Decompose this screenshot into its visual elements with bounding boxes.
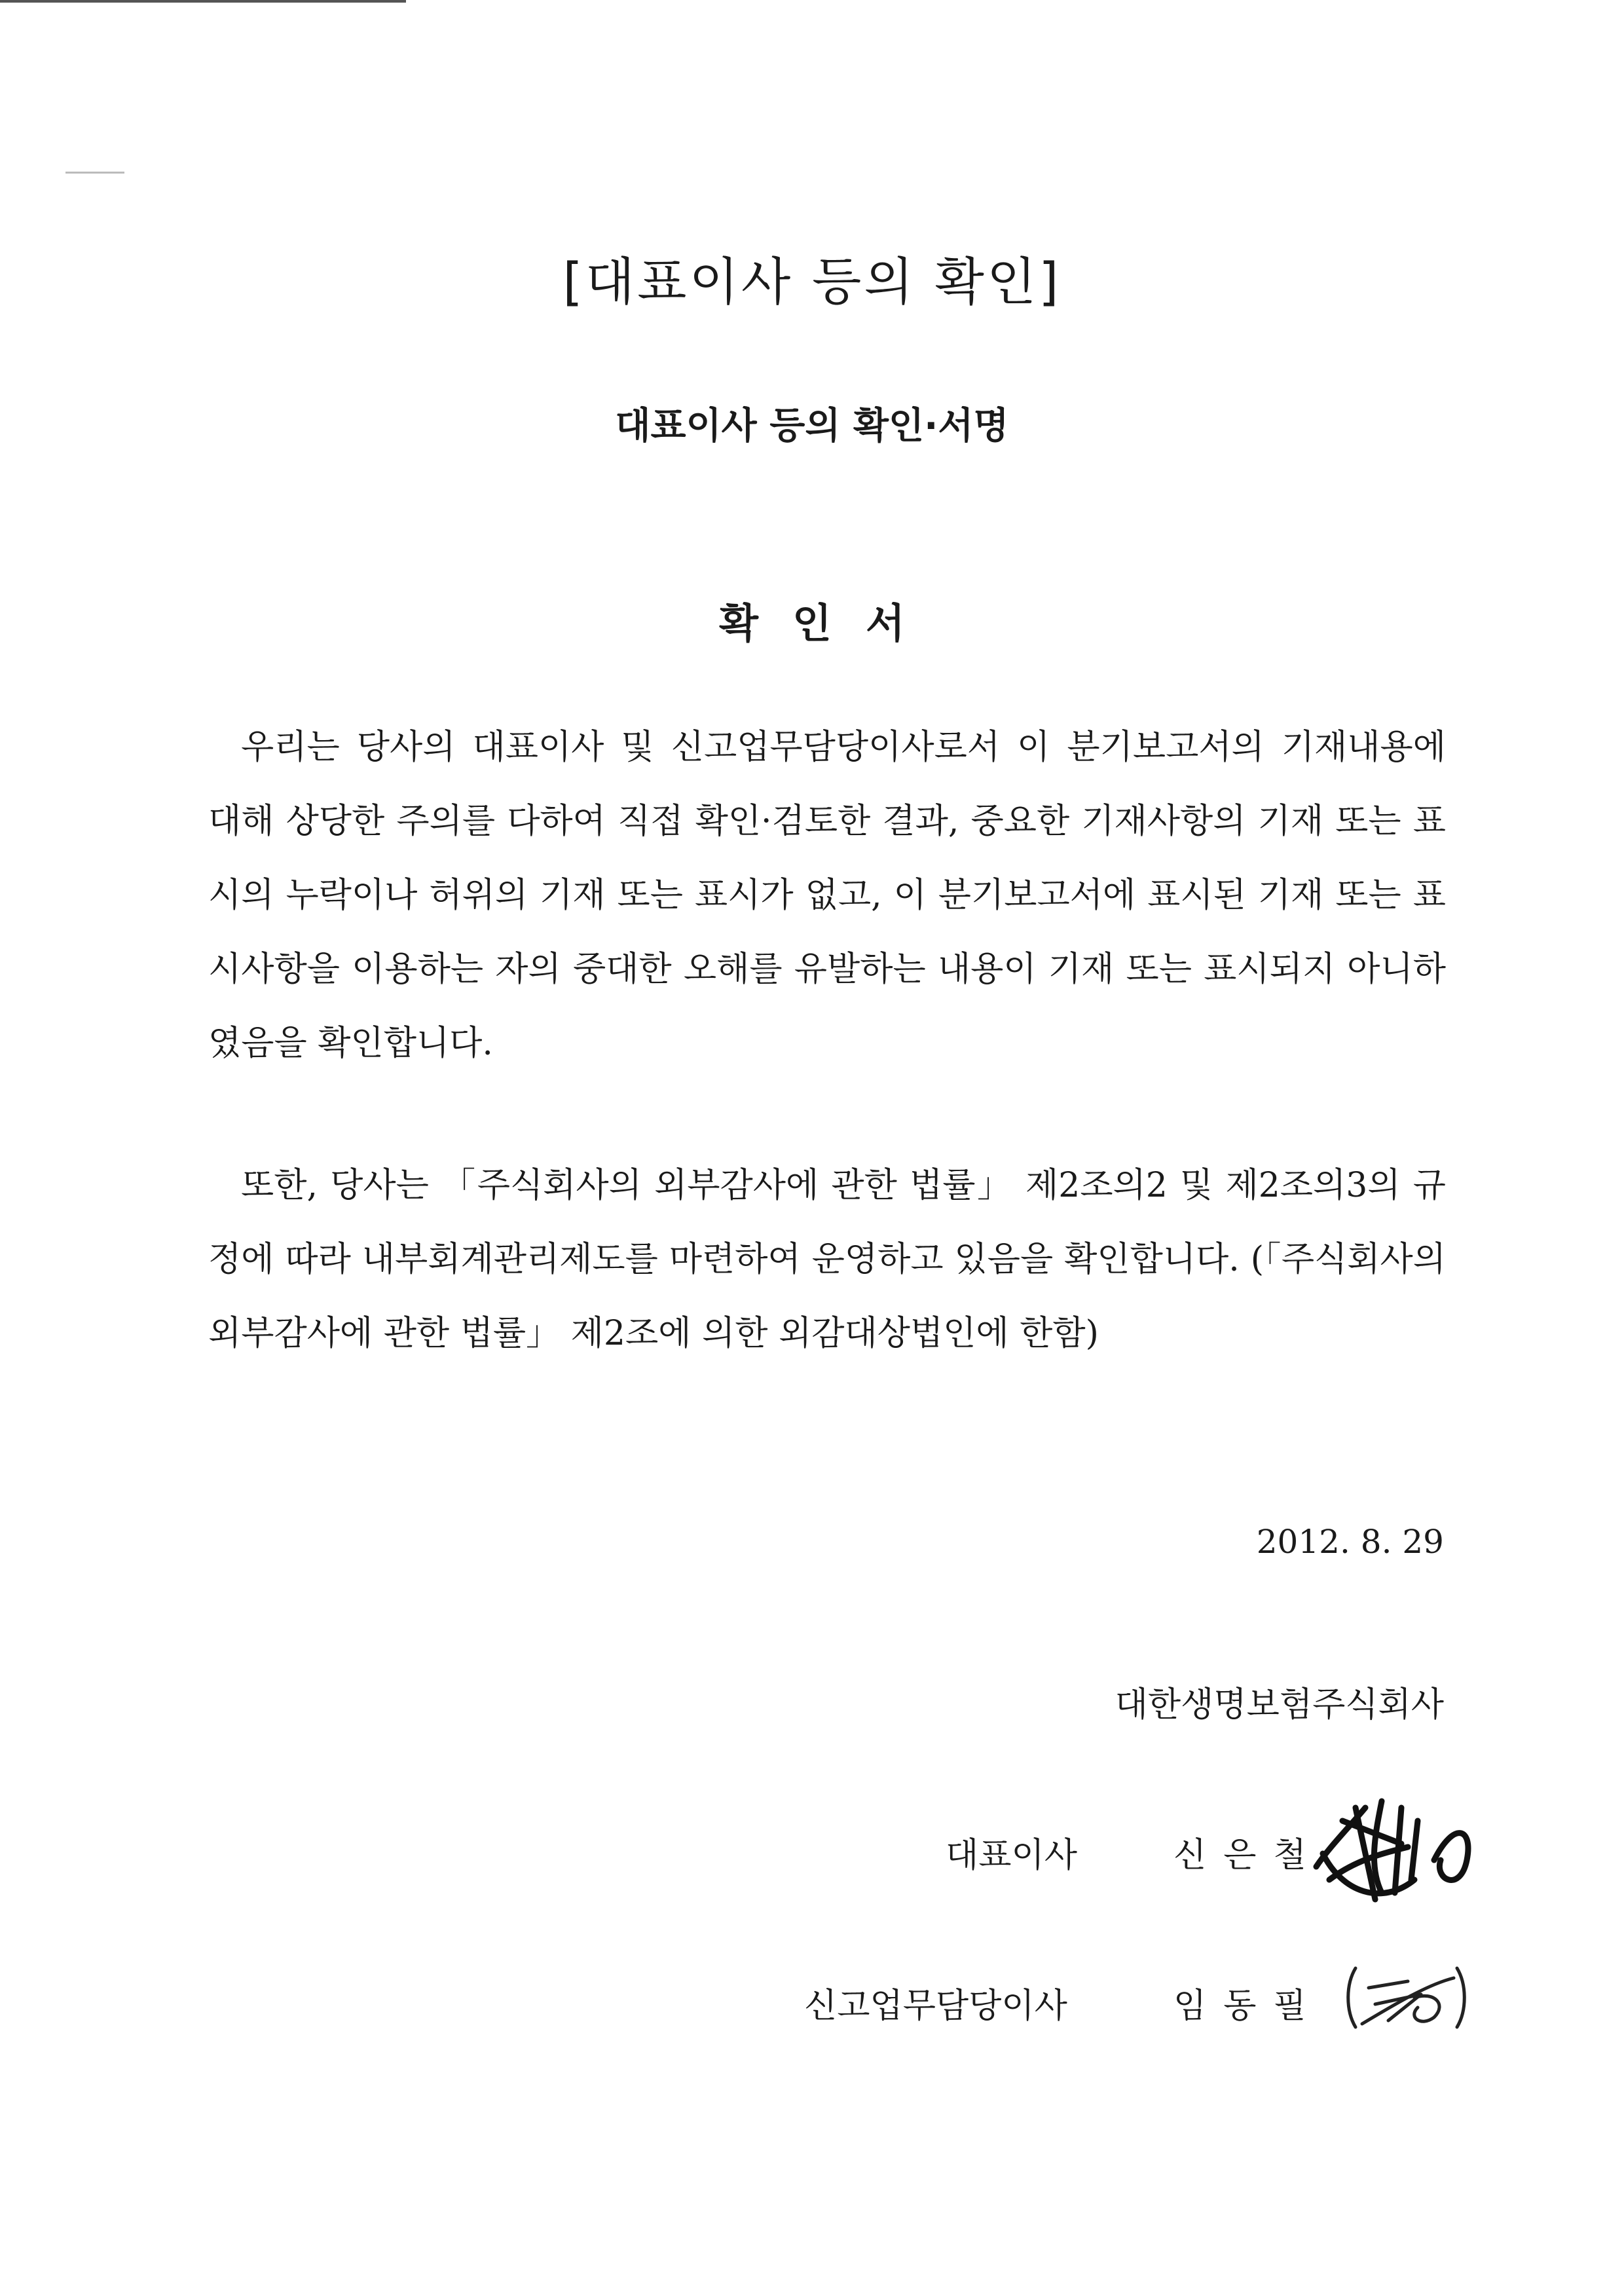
confirmation-paragraph-1: 우리는 당사의 대표이사 및 신고업무담당이사로서 이 분기보고서의 기재내용에 대해 상당한 주의를 다하여 직접 확인·검토한 결과, 중요한 기재사항의 기재 또는 표시의 누락이나 허위의 기재 또는 표시가 없고, 이 분기보고서에 표시된 기재 또는 표시사항을 이용하는 자의 중대한 오해를 유발하는 내용이 기재 또는 표시되지 아니하였음을 확인합니다. <box>208 728 1446 1063</box>
handwritten-signature-icon <box>1342 1958 1473 2037</box>
signatory-role-ceo: 대표이사 <box>946 1836 1077 1875</box>
document-date: 2012. 8. 29 <box>1256 1523 1444 1561</box>
company-name: 대한생명보험주식회사 <box>1115 1685 1444 1725</box>
signatory-name-ceo: 신은철 <box>1173 1836 1323 1875</box>
handwritten-signature-icon <box>1303 1782 1500 1912</box>
confirmation-paragraph-2: 또한, 당사는 「주식회사의 외부감사에 관한 법률」 제2조의2 및 제2조의3의 규정에 따라 내부회계관리제도를 마련하여 운영하고 있음을 확인합니다. (「주식회사의 외부감사에 관한 법률」 제2조에 의한 외감대상법인에 한함) <box>208 1166 1446 1353</box>
document-title: 확인서 <box>719 599 939 647</box>
signatory-role-reporting-director: 신고업무담당이사 <box>804 1987 1067 2026</box>
scan-mark <box>65 172 124 174</box>
signatory-name-reporting-director: 임동필 <box>1173 1987 1323 2026</box>
sub-title: 대표이사 등의 확인·서명 <box>615 405 1009 447</box>
main-title: [대표이사 등의 확인] <box>563 253 1061 312</box>
scan-edge <box>0 0 406 3</box>
